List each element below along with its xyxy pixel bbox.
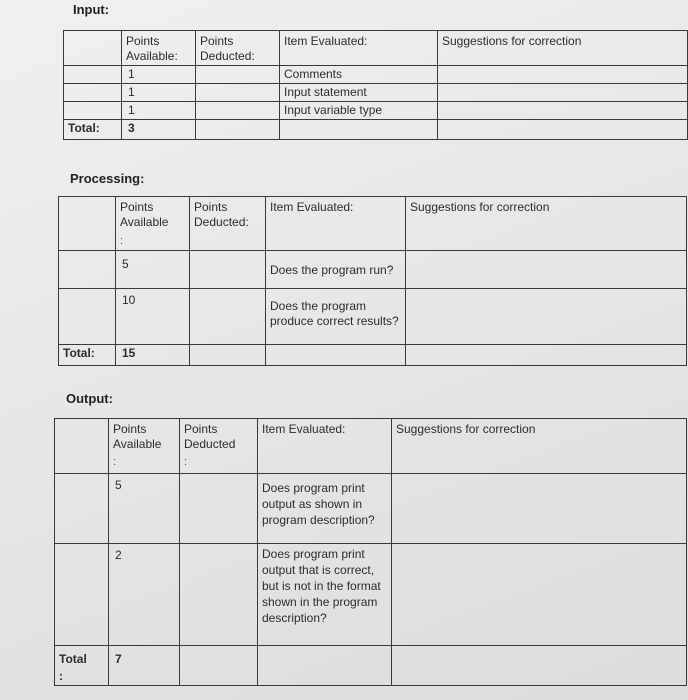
processing-suggestion-cell — [406, 251, 687, 289]
processing-deducted-cell — [190, 345, 266, 366]
input-total-label: Total: — [64, 120, 122, 140]
input-section-title: Input: — [73, 2, 110, 17]
input-deducted-cell — [196, 66, 280, 84]
processing-item-cell: Does the program produce correct results? — [266, 289, 406, 345]
table-row — [64, 66, 688, 84]
output-label-cell — [55, 544, 109, 646]
input-label-cell — [64, 84, 122, 102]
processing-points-available-mark: : — [120, 235, 124, 247]
processing-total-label: Total: — [59, 345, 116, 366]
input-label-cell — [64, 31, 122, 66]
table-row — [55, 474, 687, 544]
input-item-cell: Input statement — [280, 84, 438, 102]
input-item-evaluated-header: Item Evaluated: — [280, 31, 438, 66]
output-suggestion-cell — [392, 544, 687, 646]
processing-points-cell: 5 — [116, 251, 190, 289]
processing-item-cell: Does the program run? — [266, 251, 406, 289]
input-points-cell: 1 — [122, 84, 196, 102]
output-points-available-label: Points Available — [113, 422, 162, 451]
processing-label-cell — [59, 289, 116, 345]
input-rubric-table — [63, 30, 688, 140]
output-points-deducted-header — [180, 419, 258, 474]
output-points-cell: 5 — [109, 474, 180, 544]
processing-deducted-cell — [190, 289, 266, 345]
processing-total-row — [59, 345, 687, 366]
output-label-cell — [55, 474, 109, 544]
output-suggestion-cell — [392, 646, 687, 686]
output-item-cell: Does program print output that is correct, but is not in the format shown in the program description? — [258, 544, 392, 646]
processing-item-cell — [266, 345, 406, 366]
table-row — [64, 84, 688, 102]
processing-header-row — [59, 197, 687, 251]
processing-label-cell — [59, 197, 116, 251]
input-total-row — [64, 120, 688, 140]
output-points-available-mark: : — [113, 456, 117, 468]
output-section-title: Output: — [66, 391, 113, 406]
processing-suggestion-cell — [406, 289, 687, 345]
output-points-deducted-label: Points Deducted — [184, 422, 236, 451]
output-deducted-cell — [180, 474, 258, 544]
processing-label-cell — [59, 251, 116, 289]
output-label-cell — [55, 419, 109, 474]
table-row — [55, 544, 687, 646]
processing-total-value: 15 — [116, 345, 190, 366]
processing-deducted-cell — [190, 251, 266, 289]
input-label-cell — [64, 66, 122, 84]
input-deducted-cell — [196, 102, 280, 120]
input-item-cell: Comments — [280, 66, 438, 84]
output-total-label: Total — [59, 652, 87, 666]
processing-section-title: Processing: — [70, 171, 145, 186]
input-suggestion-cell — [438, 84, 688, 102]
input-label-cell — [64, 102, 122, 120]
output-deducted-cell — [180, 544, 258, 646]
input-points-deducted-header: Points Deducted: — [196, 31, 280, 66]
output-suggestion-cell — [392, 474, 687, 544]
input-deducted-cell — [196, 120, 280, 140]
output-total-label-mark: : — [59, 669, 63, 683]
table-row — [59, 289, 687, 345]
processing-points-available-header — [116, 197, 190, 251]
processing-suggestions-header: Suggestions for correction — [406, 197, 687, 251]
output-points-available-header — [109, 419, 180, 474]
table-row — [59, 251, 687, 289]
output-points-deducted-mark: : — [184, 456, 188, 468]
output-deducted-cell — [180, 646, 258, 686]
input-total-value: 3 — [122, 120, 196, 140]
input-deducted-cell — [196, 84, 280, 102]
processing-item-evaluated-header: Item Evaluated: — [266, 197, 406, 251]
processing-suggestion-cell — [406, 345, 687, 366]
output-total-label-cell — [55, 646, 109, 686]
input-item-cell — [280, 120, 438, 140]
processing-rubric-table — [58, 196, 687, 366]
output-rubric-table — [54, 418, 687, 686]
input-header-row — [64, 31, 688, 66]
output-points-cell: 2 — [109, 544, 180, 646]
output-total-value: 7 — [109, 646, 180, 686]
input-suggestion-cell — [438, 102, 688, 120]
processing-points-available-label: Points Available — [120, 200, 169, 229]
output-header-row — [55, 419, 687, 474]
output-item-evaluated-header: Item Evaluated: — [258, 419, 392, 474]
input-suggestions-header: Suggestions for correction — [438, 31, 688, 66]
input-suggestion-cell — [438, 66, 688, 84]
input-item-cell: Input variable type — [280, 102, 438, 120]
processing-points-deducted-header: Points Deducted: — [190, 197, 266, 251]
output-total-row — [55, 646, 687, 686]
input-points-cell: 1 — [122, 66, 196, 84]
output-suggestions-header: Suggestions for correction — [392, 419, 687, 474]
input-points-cell: 1 — [122, 102, 196, 120]
table-row — [64, 102, 688, 120]
output-item-cell: Does program print output as shown in program description? — [258, 474, 392, 544]
input-points-available-header: Points Available: — [122, 31, 196, 66]
processing-points-cell: 10 — [116, 289, 190, 345]
input-suggestion-cell — [438, 120, 688, 140]
output-item-cell — [258, 646, 392, 686]
